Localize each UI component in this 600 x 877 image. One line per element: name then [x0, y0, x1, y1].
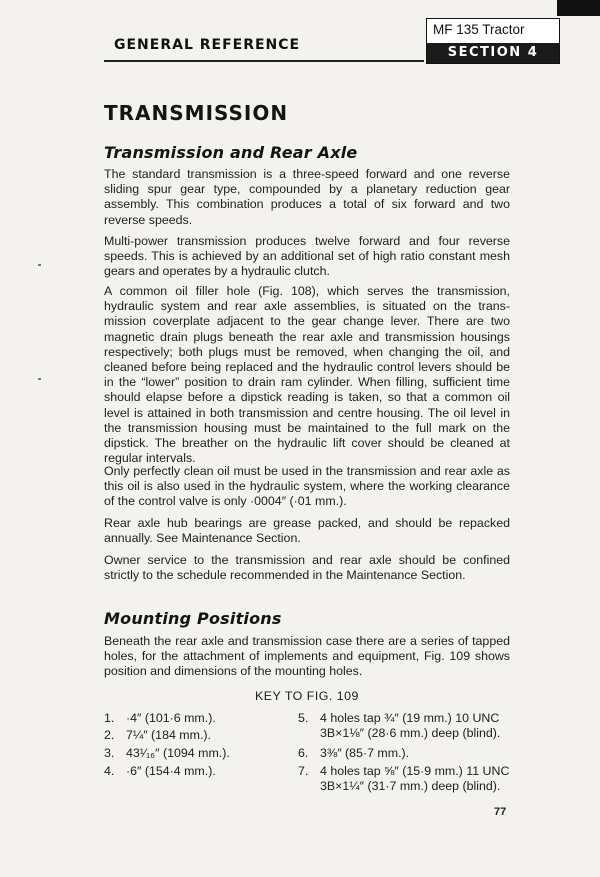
paragraph-mounting: Beneath the rear axle and transmission case there are a series of tapped holes, for the attachment of implements and equipment, Fig. 109 shows position and dimensions of the mounting holes. — [104, 634, 510, 679]
header-section-box — [426, 18, 560, 64]
margin-mark — [38, 264, 41, 266]
header-model-label: MF 135 Tractor — [433, 22, 525, 37]
header-section-label: SECTION 4 — [427, 43, 559, 63]
heading-transmission-rear-axle: Transmission and Rear Axle — [104, 143, 358, 162]
paragraph-oil-filler: A common oil filler hole (Fig. 108), which serves the transmission, hydraulic system and rear axle assemblies, is situated on the trans-mission coverplate adjacent to the gear change lever. There are two magnetic drain plugs beneath the rear axle and transmission housings respectively; both plugs must be removed, when changing the oil, and cleaned before being replaced and the hydraulic control levers should be in the “lower” position to drain ram cylinder. When filling, sufficient time should elapse before a dipstick reading is taken, so that a common oil level is attained in both transmission and centre housing. The oil level in the transmission housing must be maintained to the full mark on the dipstick. The breather on the hydraulic lift cover should be cleaned at regular intervals. — [104, 284, 510, 466]
paragraph-standard-transmission: The standard transmission is a three-speed forward and one reverse sliding spur gear type, compounded by a planetary reduction gear assembly. This combination produces a total of six forward and two reverse speeds. — [104, 167, 510, 227]
key-item-3: 3. 43¹⁄₁₆″ (1094 mm.). — [104, 746, 230, 760]
header-rule — [104, 60, 424, 62]
key-item-1: 1. ·4″ (101·6 mm.). — [104, 711, 216, 725]
key-item-2: 2. 7¼″ (184 mm.). — [104, 728, 211, 742]
paragraph-multi-power: Multi-power transmission produces twelve forward and four reverse speeds. This is achieved by an additional set of high ratio constant mesh gears and operates by a hydraulic clutch. — [104, 234, 510, 279]
heading-mounting-positions: Mounting Positions — [104, 609, 282, 628]
key-item-5: 5. 4 holes tap ¾″ (19 mm.) 10 UNC 3B×1⅛″ (28·6 mm.) deep (blind). — [298, 711, 501, 741]
page-title: TRANSMISSION — [104, 101, 289, 125]
paragraph-hub-bearings: Rear axle hub bearings are grease packed, and should be repacked annually. See Maintenance Section. — [104, 516, 510, 546]
header-general-reference: GENERAL REFERENCE — [114, 37, 301, 53]
page-number: 77 — [494, 806, 507, 818]
key-item-7: 7. 4 holes tap ⅝″ (15·9 mm.) 11 UNC 3B×1¼″ (31·7 mm.) deep (blind). — [298, 764, 510, 794]
corner-tab-mark — [557, 0, 600, 16]
paragraph-clean-oil: Only perfectly clean oil must be used in the transmission and rear axle as this oil is also used in the hydraulic system, where the working clearance of the control valve is only ·0004″ (·01 mm.). — [104, 464, 510, 509]
key-title: KEY TO FIG. 109 — [255, 689, 359, 703]
key-item-4: 4. ·6″ (154·4 mm.). — [104, 764, 216, 778]
key-item-6: 6. 3⅜″ (85·7 mm.). — [298, 746, 410, 760]
paragraph-owner-service: Owner service to the transmission and rear axle should be confined strictly to the schedule recommended in the Maintenance Section. — [104, 553, 510, 583]
margin-mark — [38, 378, 41, 380]
